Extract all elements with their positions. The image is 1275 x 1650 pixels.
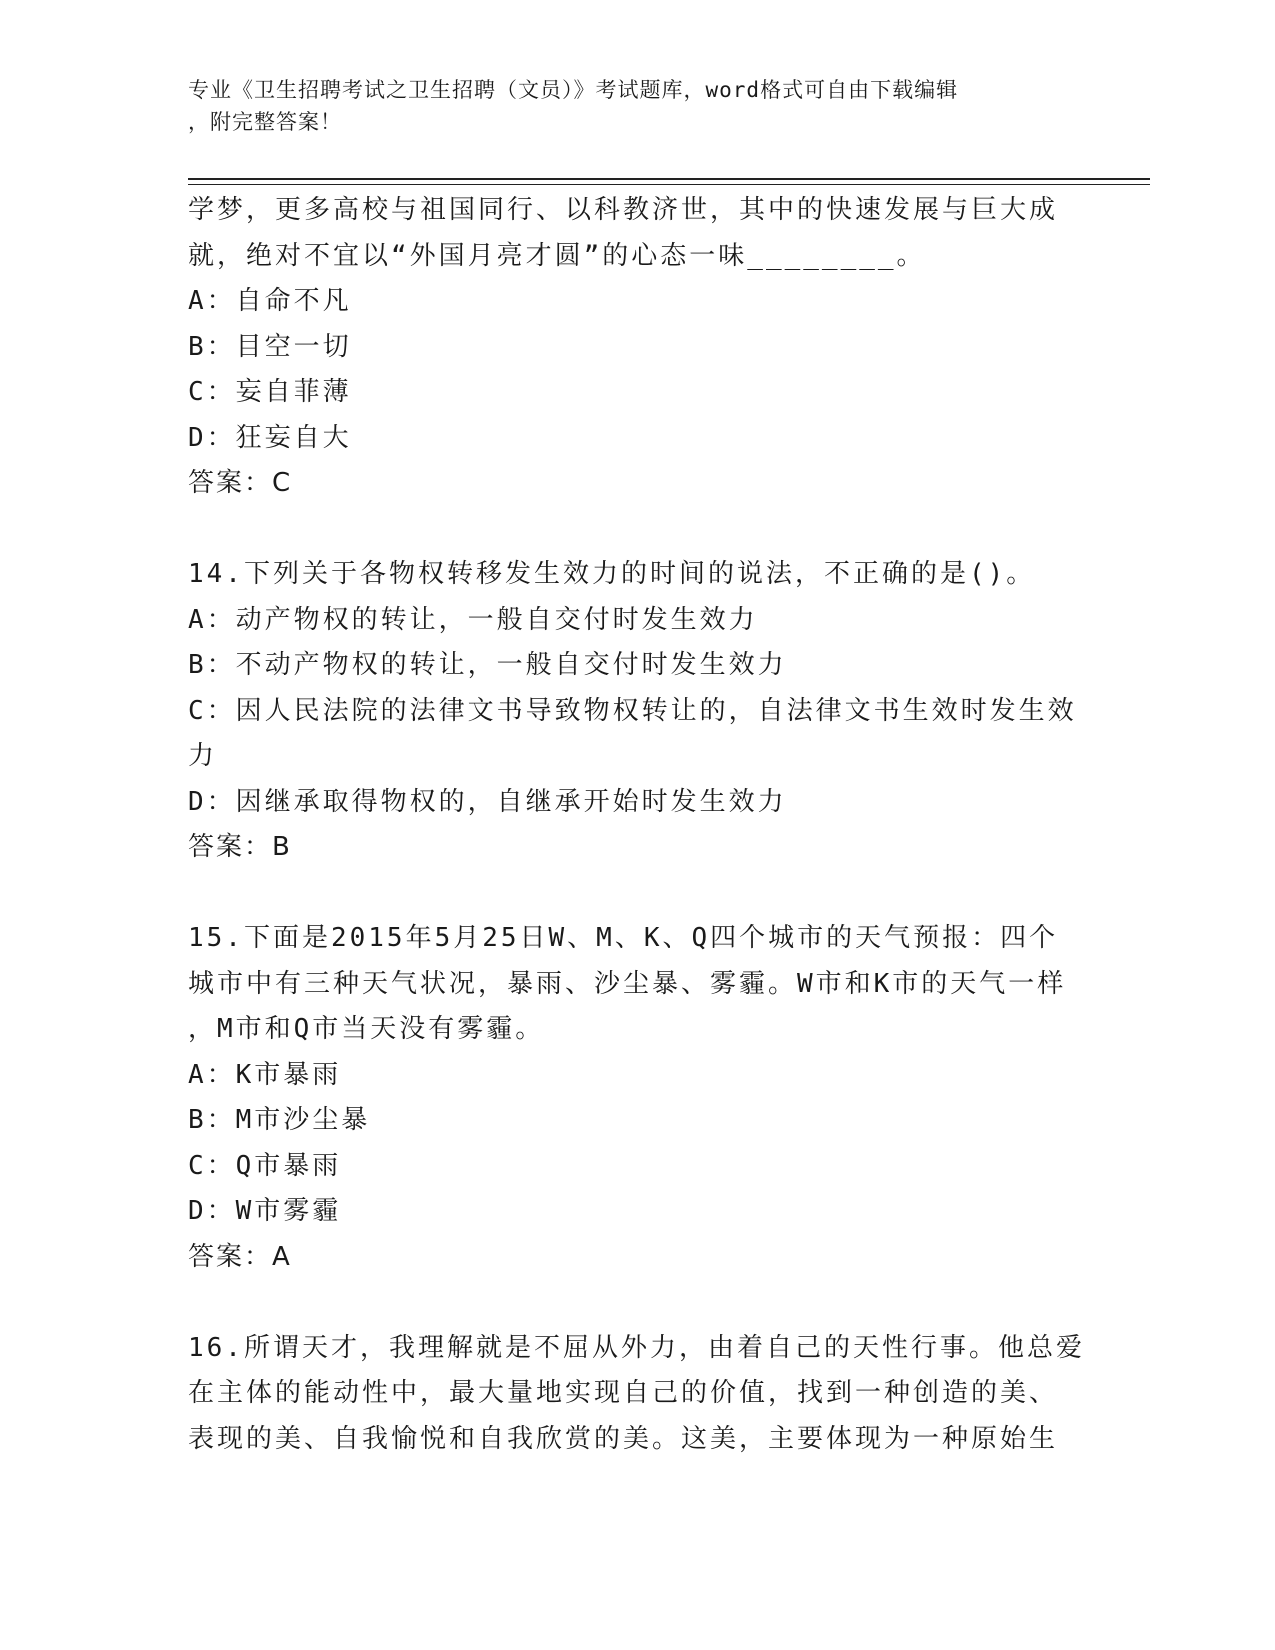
header-divider-thick [188,178,1150,180]
option-b: B：不动产物权的转让，一般自交付时发生效力 [188,650,787,680]
option-c: C：Q市暴雨 [188,1150,342,1181]
question-stem-line: 16.所谓天才，我理解就是不屈从外力，由着自己的天性行事。他总爱 [188,1332,1085,1363]
question-spacer [188,1280,1088,1326]
question-14 [188,552,1088,871]
option-a: A：动产物权的转让，一般自交付时发生效力 [188,604,758,635]
question-stem-line: 表现的美、自我愉悦和自我欣赏的美。这美，主要体现为一种原始生 [188,1423,1059,1454]
question-stem-line: 14.下列关于各物权转移发生效力的时间的说法，不正确的是()。 [188,559,1036,589]
option-c-continued: 力 [188,741,218,771]
question-spacer [188,871,1088,917]
option-c: C：妄自菲薄 [188,377,352,407]
option-c: C：因人民法院的法律文书导致物权转让的，自法律文书生效时发生效 [188,695,1077,726]
question-stem-line: 在主体的能动性中，最大量地实现自己的价值，找到一种创造的美、 [188,1378,1059,1408]
question-stem-line: 15.下面是2015年5月25日W、M、K、Q四个城市的天气预报：四个 [188,923,1059,953]
question-13 [188,188,1088,507]
question-15 [188,916,1088,1280]
answer-line: 答案：A [188,1241,292,1272]
document-header [188,74,1068,138]
question-stem-line: ，M市和Q市当天没有雾霾。 [188,1014,545,1044]
question-spacer [188,507,1088,553]
option-d: D：狂妄自大 [188,422,352,453]
option-a: A：自命不凡 [188,286,352,316]
option-b: B：目空一切 [188,331,352,362]
header-divider-thin [188,184,1150,185]
question-16 [188,1326,1088,1463]
question-stem-line: 城市中有三种天气状况，暴雨、沙尘暴、雾霾。W市和K市的天气一样 [188,968,1067,999]
question-stem-line: 学梦，更多高校与祖国同行、以科教济世，其中的快速发展与巨大成 [188,195,1059,225]
option-a: A：K市暴雨 [188,1059,342,1090]
answer-line: 答案：B [188,832,292,862]
option-d: D：W市雾霾 [188,1196,342,1226]
document-body [188,188,1088,1462]
option-b: B：M市沙尘暴 [188,1105,371,1135]
header-line-2: ，附完整答案！ [188,110,342,134]
answer-line: 答案：C [188,468,293,498]
option-d: D：因继承取得物权的，自继承开始时发生效力 [188,786,787,817]
question-stem-line: 就，绝对不宜以“外国月亮才圆”的心态一味________。 [188,240,926,271]
header-line-1: 专业《卫生招聘考试之卫生招聘（文员）》考试题库，word格式可自由下载编辑 [188,78,959,102]
